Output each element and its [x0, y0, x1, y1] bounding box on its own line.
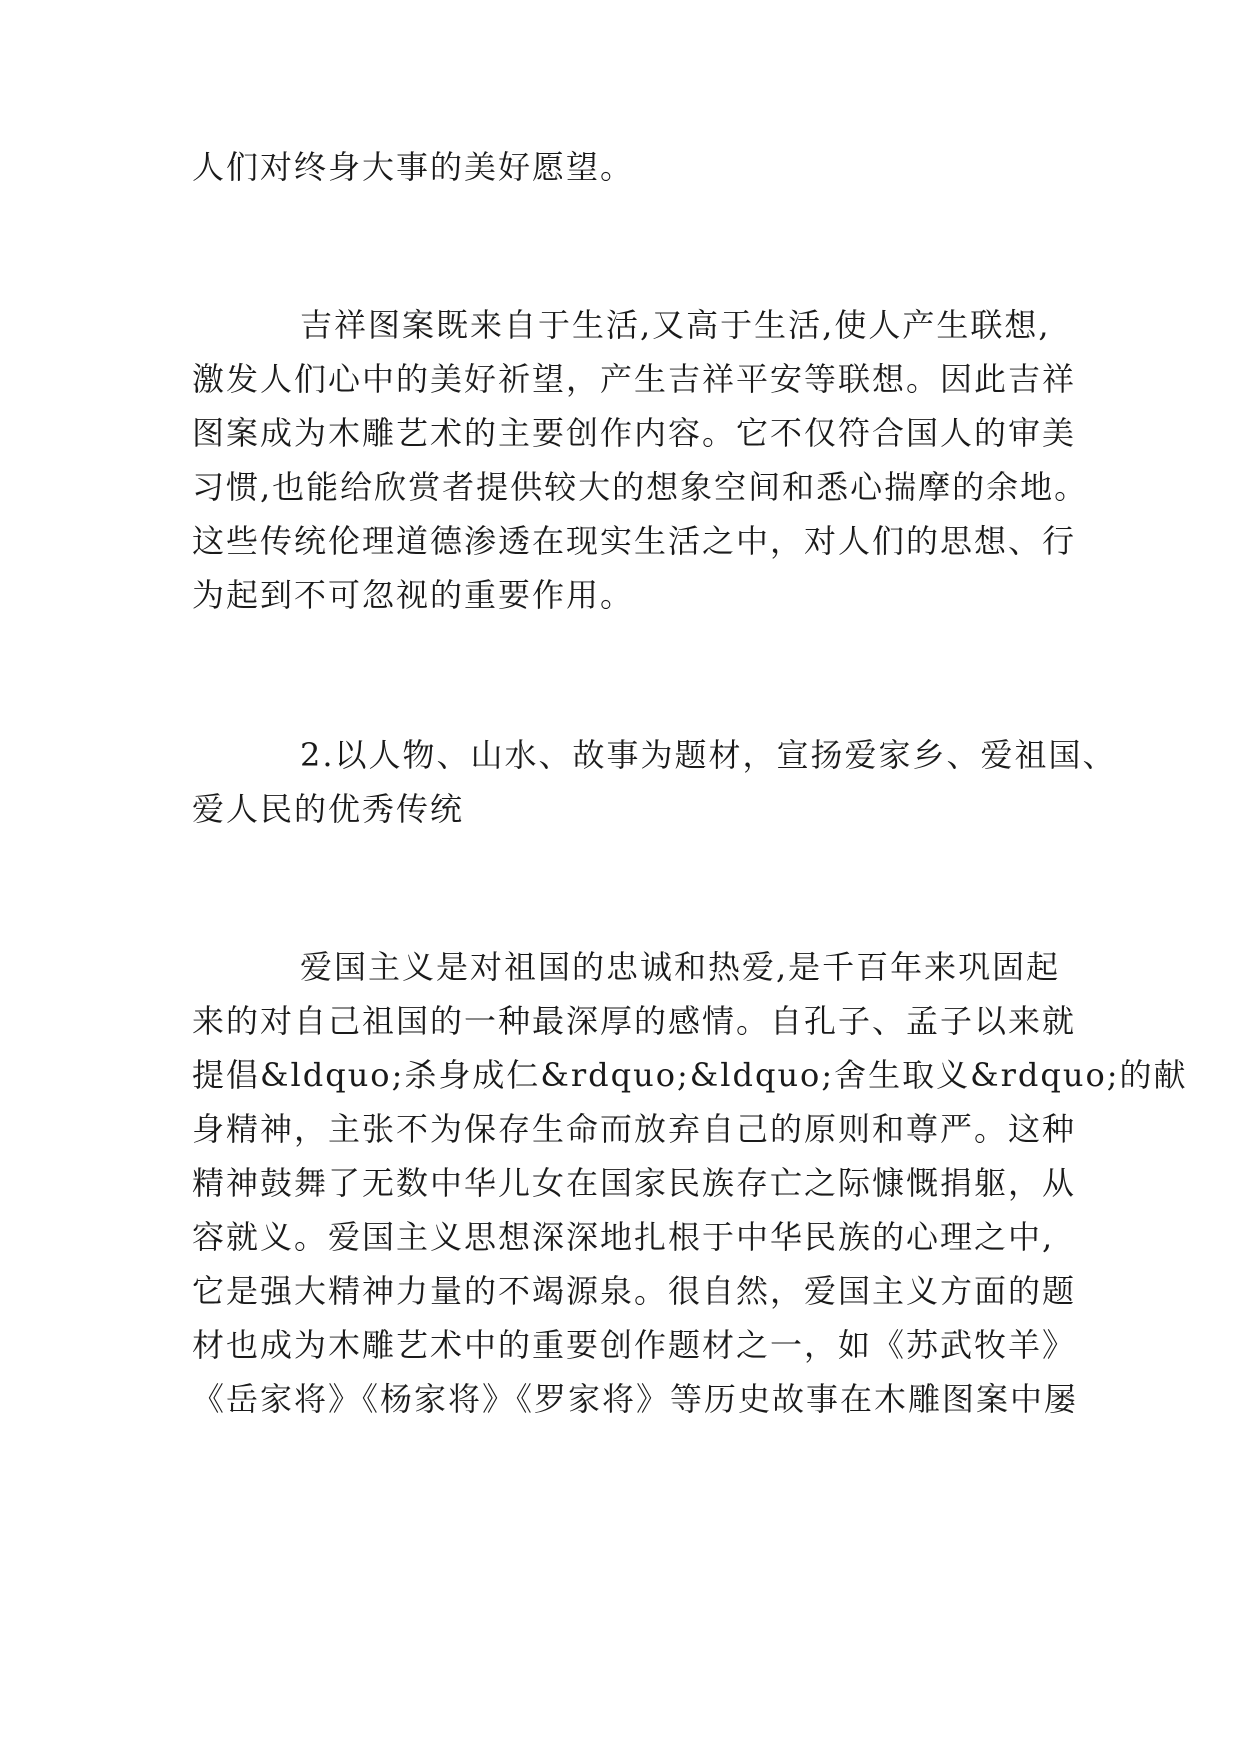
- paragraph-line: 身精神，主张不为保存生命而放弃自己的原则和尊严。这种: [192, 1110, 1077, 1148]
- paragraph-line: 材也成为木雕艺术中的重要创作题材之一，如《苏武牧羊》: [192, 1326, 1077, 1364]
- paragraph-line: 人们对终身大事的美好愿望。: [192, 148, 635, 186]
- paragraph-line: 提倡&ldquo;杀身成仁&rdquo;&ldquo;舍生取义&rdquo;的献: [192, 1056, 1188, 1094]
- paragraph-line: 吉祥图案既来自于生活,又高于生活,使人产生联想,: [300, 306, 1051, 344]
- paragraph-line: 激发人们心中的美好祈望，产生吉祥平安等联想。因此吉祥: [192, 360, 1077, 398]
- paragraph-line: 这些传统伦理道德渗透在现实生活之中，对人们的思想、行: [192, 522, 1077, 560]
- paragraph-line: 习惯,也能给欣赏者提供较大的想象空间和悉心揣摩的余地。: [192, 468, 1089, 506]
- section-heading-line: 2.以人物、山水、故事为题材，宣扬爱家乡、爱祖国、: [300, 736, 1117, 774]
- paragraph-line: 为起到不可忽视的重要作用。: [192, 576, 635, 614]
- paragraph-line: 爱国主义是对祖国的忠诚和热爱,是千百年来巩固起: [300, 948, 1061, 986]
- paragraph-line: 《岳家将》《杨家将》《罗家将》等历史故事在木雕图案中屡: [192, 1380, 1079, 1418]
- paragraph-line: 图案成为木雕艺术的主要创作内容。它不仅符合国人的审美: [192, 414, 1077, 452]
- paragraph-line: 来的对自己祖国的一种最深厚的感情。自孔子、孟子以来就: [192, 1002, 1077, 1040]
- section-heading-line: 爱人民的优秀传统: [192, 790, 465, 828]
- paragraph-line: 它是强大精神力量的不竭源泉。很自然，爱国主义方面的题: [192, 1272, 1077, 1310]
- paragraph-line: 精神鼓舞了无数中华儿女在国家民族存亡之际慷慨捐躯，从: [192, 1164, 1077, 1202]
- paragraph-line: 容就义。爱国主义思想深深地扎根于中华民族的心理之中,: [192, 1218, 1055, 1256]
